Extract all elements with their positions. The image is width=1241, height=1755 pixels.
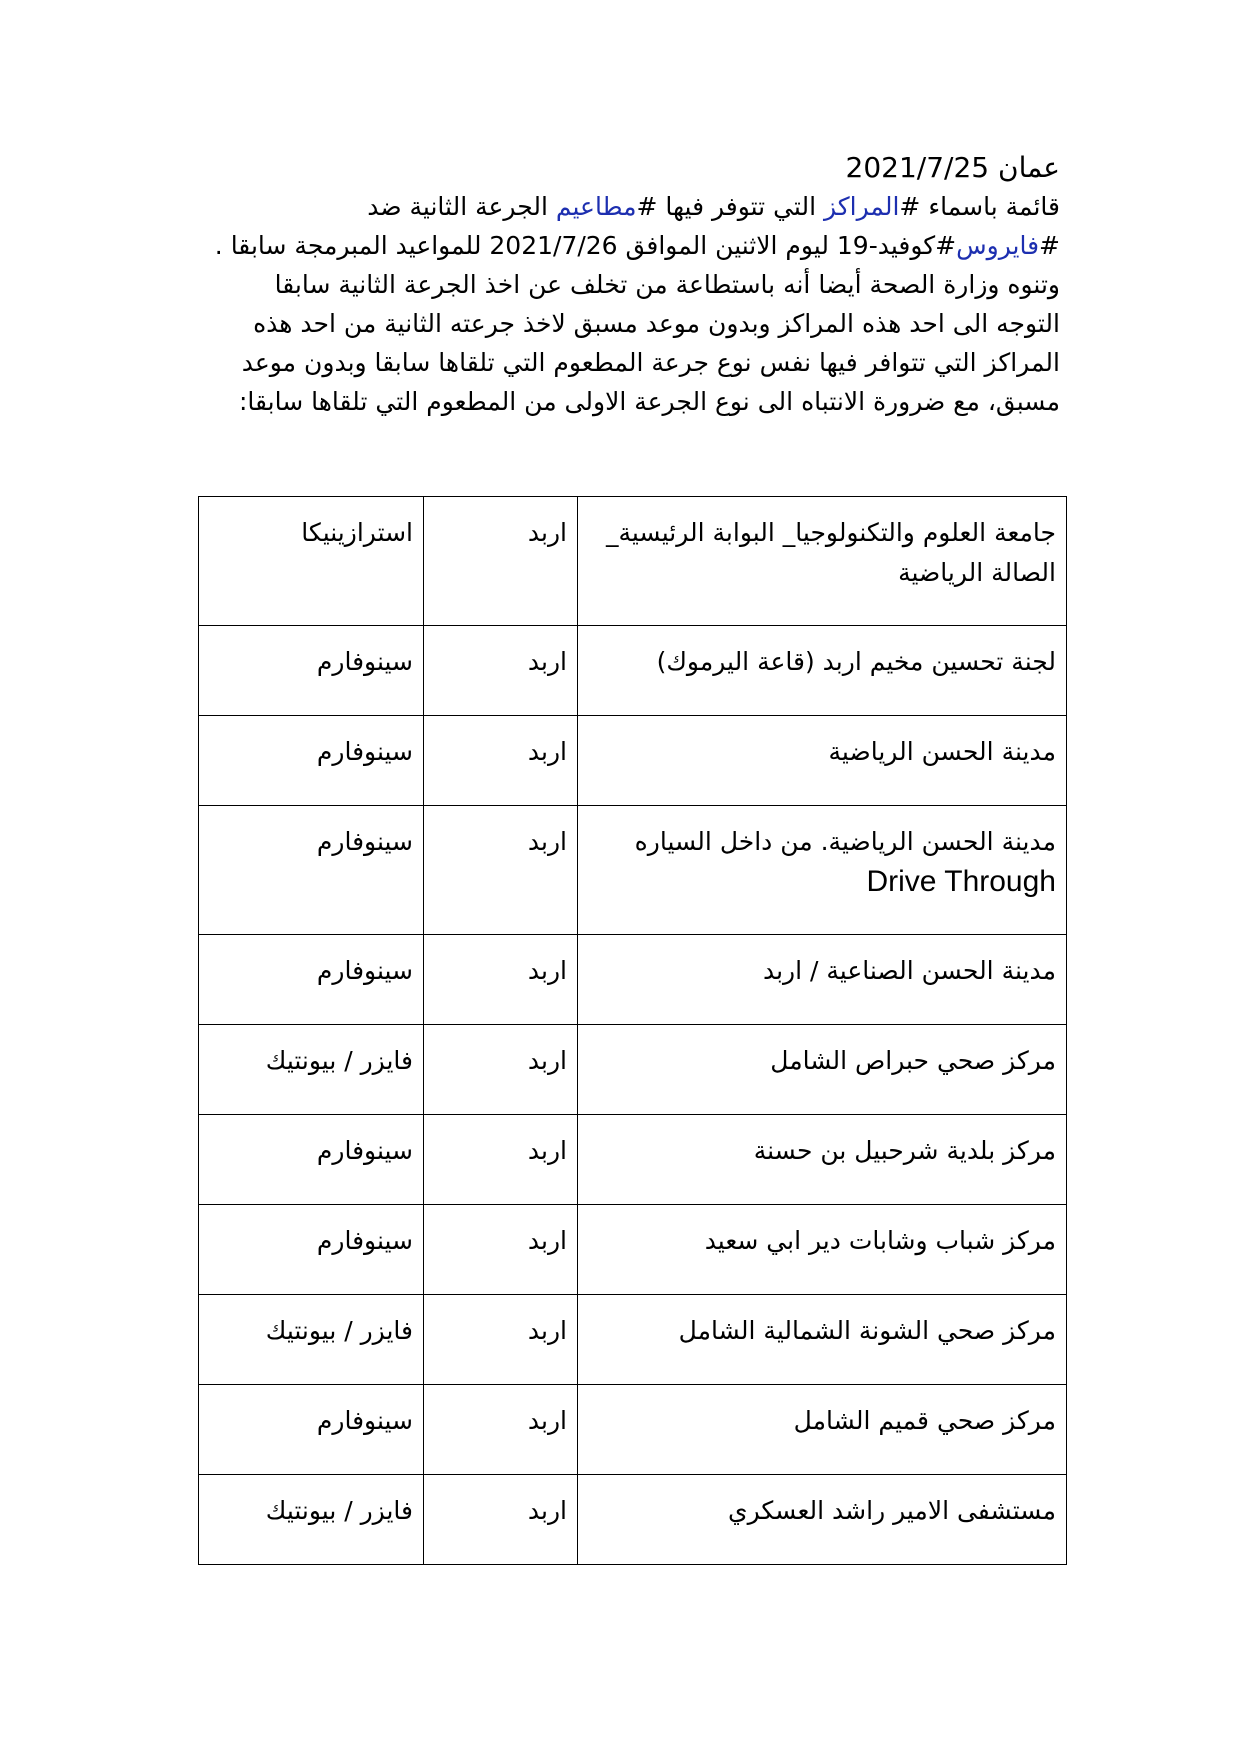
intro-paragraph <box>180 148 1060 421</box>
vaccination-centers-table <box>198 496 1067 1565</box>
vaccine-name: فايزر / بيونتيك <box>265 1316 413 1345</box>
city-name: اربد <box>527 1226 567 1255</box>
intro-line-1 <box>180 187 1060 226</box>
center-name: مركز بلدية شرحبيل بن حسنة <box>753 1136 1056 1165</box>
table-row <box>199 806 1067 935</box>
table-row <box>199 1385 1067 1475</box>
vaccine-cell <box>199 626 424 716</box>
vaccine-name: سينوفارم <box>316 1406 413 1435</box>
center-name: مستشفى الامير راشد العسكري <box>728 1496 1056 1525</box>
vaccine-cell <box>199 497 424 626</box>
hashtag-symbol: # <box>1039 231 1060 260</box>
center-name-cell <box>578 1385 1067 1475</box>
center-name: مركز صحي الشونة الشمالية الشامل <box>678 1316 1056 1345</box>
city-cell <box>424 1205 578 1295</box>
center-name: مدينة الحسن الصناعية / اربد <box>762 956 1056 985</box>
hashtag-vaccines[interactable]: مطاعيم <box>555 192 637 221</box>
city-cell <box>424 935 578 1025</box>
intro-line-6: مسبق، مع ضرورة الانتباه الى نوع الجرعة الاولى من المطعوم التي تلقاها سابقا: <box>238 387 1060 416</box>
vaccine-name: فايزر / بيونتيك <box>265 1046 413 1075</box>
intro-line-2 <box>180 226 1060 265</box>
hashtag-virus[interactable]: فايروس <box>956 231 1040 260</box>
center-name-cell <box>578 1295 1067 1385</box>
city-name: اربد <box>527 518 567 547</box>
intro-line-3: وتنوه وزارة الصحة أيضا أنه باستطاعة من تخلف عن اخذ الجرعة الثانية سابقا <box>274 270 1060 299</box>
vaccine-cell <box>199 1115 424 1205</box>
city-name: اربد <box>527 827 567 856</box>
vaccine-name: سينوفارم <box>316 956 413 985</box>
center-name: جامعة العلوم والتكنولوجيا_ البوابة الرئيسية_ الصالة الرياضية <box>605 518 1056 587</box>
intro-line-1-b: التي تتوفر فيها <box>657 192 824 221</box>
center-name-cell <box>578 1205 1067 1295</box>
center-name: مركز صحي قميم الشامل <box>793 1406 1056 1435</box>
city-cell <box>424 1295 578 1385</box>
center-name: مركز شباب وشابات دير ابي سعيد <box>704 1226 1056 1255</box>
city-name: اربد <box>527 1406 567 1435</box>
table-row <box>199 1295 1067 1385</box>
table-row <box>199 626 1067 716</box>
vaccine-name: سينوفارم <box>316 1226 413 1255</box>
vaccine-cell <box>199 1205 424 1295</box>
vaccine-cell <box>199 1295 424 1385</box>
vaccine-name: سينوفارم <box>316 737 413 766</box>
vaccine-name: سينوفارم <box>316 827 413 856</box>
city-name: اربد <box>527 1136 567 1165</box>
intro-line-2-rest: #كوفيد-19 ليوم الاثنين الموافق 2021/7/26 للمواعيد المبرمجة سابقا . <box>214 231 957 260</box>
intro-line-1-a: قائمة باسماء <box>920 192 1060 221</box>
center-name-extra: Drive Through <box>866 865 1056 898</box>
vaccine-name: استرازينيكا <box>301 518 413 547</box>
city-cell <box>424 1115 578 1205</box>
city-name: اربد <box>527 737 567 766</box>
vaccine-cell <box>199 1475 424 1565</box>
center-name-cell <box>578 1115 1067 1205</box>
table-row <box>199 1025 1067 1115</box>
city-name: اربد <box>527 956 567 985</box>
center-name-cell <box>578 1025 1067 1115</box>
table-row <box>199 1475 1067 1565</box>
table-row <box>199 1205 1067 1295</box>
center-name-cell <box>578 935 1067 1025</box>
hashtag-symbol: # <box>636 192 658 221</box>
center-name-cell <box>578 497 1067 626</box>
hashtag-symbol: # <box>899 192 921 221</box>
date-line: عمان 2021/7/25 <box>845 151 1060 184</box>
city-cell <box>424 716 578 806</box>
table-row <box>199 1115 1067 1205</box>
center-name: مدينة الحسن الرياضية <box>828 737 1056 766</box>
vaccine-cell <box>199 716 424 806</box>
vaccine-name: فايزر / بيونتيك <box>265 1496 413 1525</box>
table-row <box>199 935 1067 1025</box>
vaccine-cell <box>199 1025 424 1115</box>
city-name: اربد <box>527 1316 567 1345</box>
city-name: اربد <box>527 1496 567 1525</box>
center-name-cell <box>578 716 1067 806</box>
vaccine-name: سينوفارم <box>316 1136 413 1165</box>
center-name-cell <box>578 806 1067 935</box>
city-cell <box>424 806 578 935</box>
center-name: لجنة تحسين مخيم اربد (قاعة اليرموك) <box>656 647 1056 676</box>
city-cell <box>424 497 578 626</box>
intro-line-1-c: الجرعة الثانية ضد <box>367 192 556 221</box>
vaccine-cell <box>199 1385 424 1475</box>
center-name: مدينة الحسن الرياضية. من داخل السياره <box>634 827 1056 856</box>
center-name: مركز صحي حبراص الشامل <box>770 1046 1056 1075</box>
city-cell <box>424 1025 578 1115</box>
center-name-cell <box>578 626 1067 716</box>
center-name-cell <box>578 1475 1067 1565</box>
city-name: اربد <box>527 1046 567 1075</box>
vaccine-name: سينوفارم <box>316 647 413 676</box>
city-cell <box>424 626 578 716</box>
city-name: اربد <box>527 647 567 676</box>
table-row <box>199 716 1067 806</box>
intro-line-4: التوجه الى احد هذه المراكز وبدون موعد مسبق لاخذ جرعته الثانية من احد هذه <box>253 309 1060 338</box>
city-cell <box>424 1385 578 1475</box>
hashtag-centers[interactable]: المراكز <box>823 192 900 221</box>
vaccine-cell <box>199 935 424 1025</box>
table-row <box>199 497 1067 626</box>
vaccine-cell <box>199 806 424 935</box>
city-cell <box>424 1475 578 1565</box>
intro-line-5: المراكز التي تتوافر فيها نفس نوع جرعة المطعوم التي تلقاها سابقا وبدون موعد <box>241 348 1060 377</box>
